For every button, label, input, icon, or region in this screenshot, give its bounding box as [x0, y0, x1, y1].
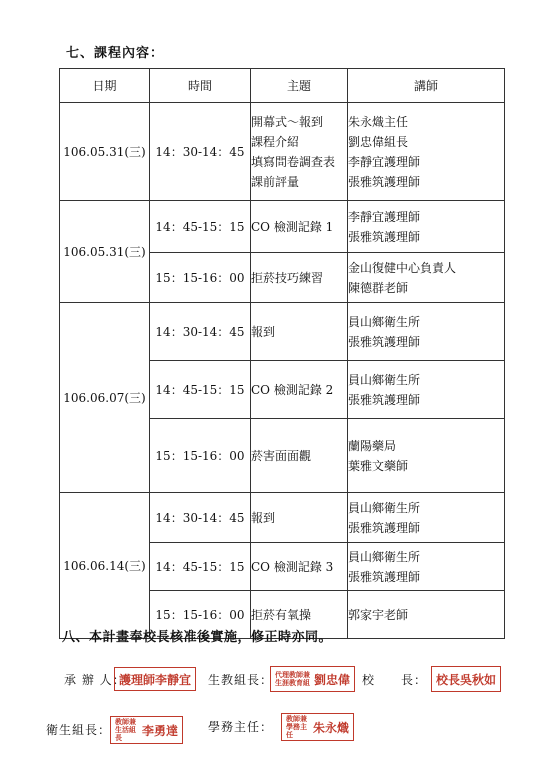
cell-time: 15：15-16：00 — [150, 253, 251, 303]
cell-topic — [251, 303, 348, 361]
cell-time: 14：45-15：15 — [150, 361, 251, 419]
cell-topic — [251, 419, 348, 493]
cell-speaker — [348, 103, 505, 201]
cell-speaker — [348, 543, 505, 591]
table-row — [60, 103, 505, 201]
course-schedule-table — [59, 68, 505, 639]
section-8-text: 八、本計畫奉校長核准後實施，修正時亦同。 — [62, 630, 333, 645]
cell-topic — [251, 361, 348, 419]
cell-time: 14：45-15：15 — [150, 543, 251, 591]
table-header-row — [60, 69, 505, 103]
speaker-line: 張雅筑護理師 — [348, 392, 421, 407]
topic-line: CO 檢測記錄 3 — [251, 559, 334, 574]
cell-date: 106.05.31(三) — [60, 103, 150, 201]
cell-speaker — [348, 419, 505, 493]
speaker-line: 張雅筑護理師 — [348, 334, 421, 349]
cell-speaker — [348, 201, 505, 253]
speaker-line: 蘭陽藥局 — [348, 438, 397, 453]
topic-line: 填寫問卷調查表 — [251, 154, 336, 169]
academic-label: 學務主任： — [208, 720, 274, 734]
topic-line: 拒菸有氧操 — [251, 607, 312, 622]
cell-speaker — [348, 361, 505, 419]
principal-seal — [431, 666, 501, 692]
topic-line: 報到 — [251, 510, 276, 525]
speaker-line: 劉忠偉組長 — [348, 134, 409, 149]
cell-time: 15：15-16：00 — [150, 591, 251, 639]
principal-seal-text: 校長吳秋如 — [436, 672, 497, 687]
table-row — [60, 493, 505, 543]
speaker-line: 李靜宜護理師 — [348, 154, 421, 169]
cell-topic — [251, 493, 348, 543]
cell-time: 14：30-14：45 — [150, 493, 251, 543]
life-edu-seal-title: 代理教師兼生涯教育組 — [275, 670, 310, 687]
organizer-seal-text: 護理師李靜宜 — [119, 672, 192, 687]
health-seal — [110, 716, 183, 744]
cell-speaker — [348, 591, 505, 639]
cell-date: 106.06.07(三) — [60, 303, 150, 493]
cell-time: 14：30-14：45 — [150, 303, 251, 361]
life-edu-seal — [270, 666, 355, 692]
speaker-line: 金山復健中心負責人 — [348, 260, 457, 275]
topic-line: CO 檢測記錄 1 — [251, 219, 334, 234]
organizer-seal — [114, 667, 196, 691]
topic-line: CO 檢測記錄 2 — [251, 382, 334, 397]
table-body — [60, 103, 505, 639]
cell-speaker — [348, 493, 505, 543]
principal-label: 校 長： — [362, 673, 428, 687]
topic-line: 拒菸技巧練習 — [251, 270, 324, 285]
cell-topic — [251, 543, 348, 591]
speaker-line: 葉雅文藥師 — [348, 458, 409, 473]
cell-speaker — [348, 303, 505, 361]
academic-seal-title: 教師兼學務主任 — [286, 714, 307, 739]
health-label: 衛生組長： — [46, 723, 112, 737]
life-edu-seal-name: 劉忠偉 — [314, 672, 351, 687]
speaker-line: 陳德群老師 — [348, 280, 409, 295]
speaker-line: 員山鄉衛生所 — [348, 500, 421, 515]
topic-line: 報到 — [251, 324, 276, 339]
speaker-line: 朱永熾主任 — [348, 114, 409, 129]
speaker-line: 張雅筑護理師 — [348, 174, 421, 189]
topic-line: 菸害面面觀 — [251, 448, 312, 463]
speaker-line: 員山鄉衛生所 — [348, 549, 421, 564]
table-row — [60, 201, 505, 253]
cell-topic — [251, 253, 348, 303]
speaker-line: 張雅筑護理師 — [348, 229, 421, 244]
header-speaker: 講師 — [348, 69, 505, 103]
cell-speaker — [348, 253, 505, 303]
speaker-line: 張雅筑護理師 — [348, 520, 421, 535]
cell-topic — [251, 201, 348, 253]
header-date: 日期 — [60, 69, 150, 103]
cell-time: 14：45-15：15 — [150, 201, 251, 253]
topic-line: 課程介紹 — [251, 134, 300, 149]
speaker-line: 郭家宇老師 — [348, 607, 409, 622]
cell-date: 106.06.14(三) — [60, 493, 150, 639]
header-time: 時間 — [150, 69, 251, 103]
academic-seal-name: 朱永熾 — [313, 720, 350, 735]
speaker-line: 李靜宜護理師 — [348, 209, 421, 224]
cell-time: 15：15-16：00 — [150, 419, 251, 493]
cell-topic — [251, 103, 348, 201]
academic-seal — [281, 713, 354, 741]
topic-line: 課前評量 — [251, 174, 300, 189]
health-seal-name: 李勇達 — [142, 723, 179, 738]
speaker-line: 張雅筑護理師 — [348, 569, 421, 584]
health-seal-title: 教師兼生活組長 — [115, 717, 136, 742]
table-row — [60, 303, 505, 361]
section-7-title: 七、課程內容： — [66, 46, 165, 61]
header-topic: 主題 — [251, 69, 348, 103]
speaker-line: 員山鄉衛生所 — [348, 372, 421, 387]
speaker-line: 員山鄉衛生所 — [348, 314, 421, 329]
cell-date: 106.05.31(三) — [60, 201, 150, 303]
cell-time: 14：30-14：45 — [150, 103, 251, 201]
topic-line: 開幕式～報到 — [251, 114, 324, 129]
organizer-label: 承 辦 人： — [64, 673, 126, 687]
life-edu-label: 生教組長： — [208, 673, 274, 687]
